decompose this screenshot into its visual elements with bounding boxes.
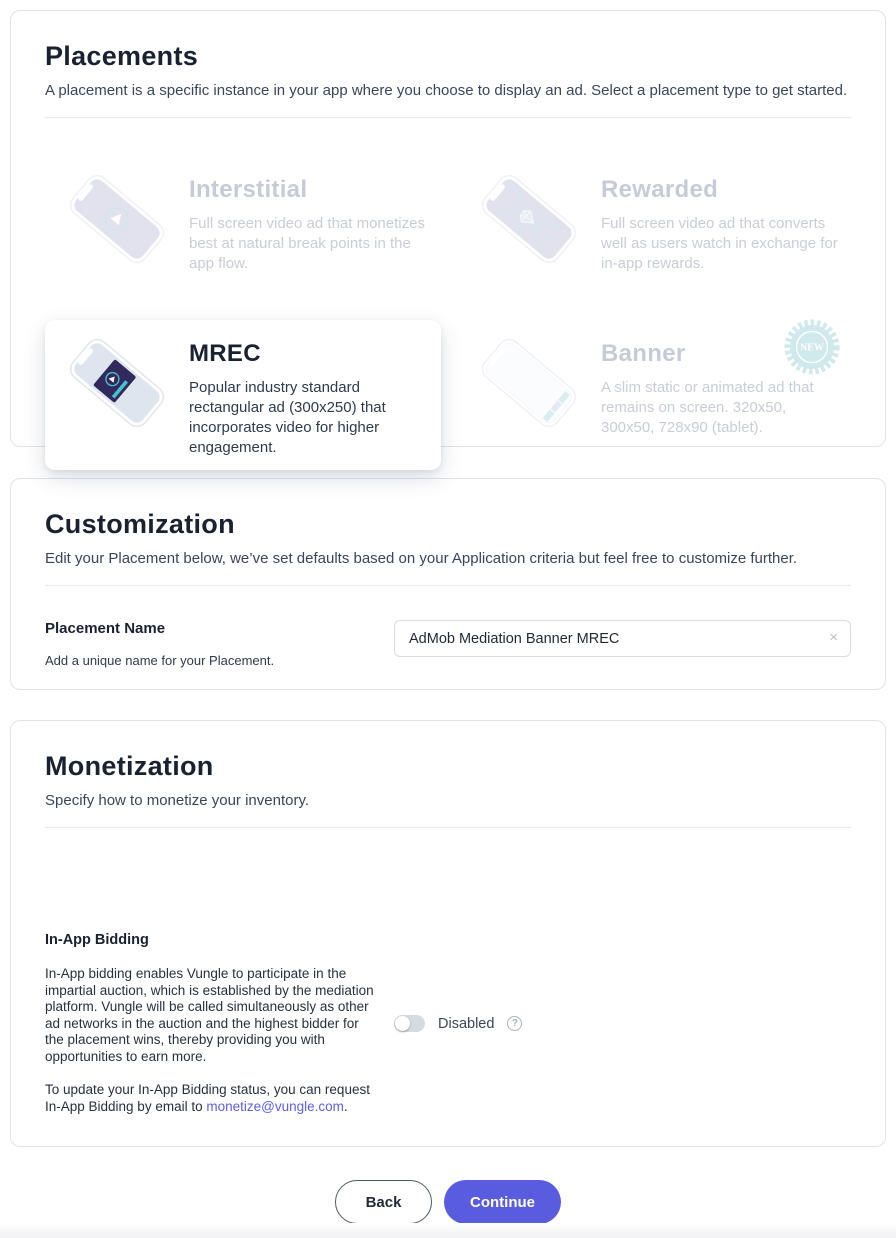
customization-section [10, 478, 886, 690]
placement-name-helper: Add a unique name for your Placement. [45, 653, 275, 668]
placement-type-grid [45, 156, 851, 470]
placement-type-interstitial[interactable] [45, 156, 441, 286]
banner-phone-icon [469, 332, 589, 434]
placement-type-name: MREC [189, 340, 261, 367]
in-app-bidding-description: In-App bidding enables Vungle to participate in the impartial auction, which is established by the mediation platform. Vungle will be called simultaneously as other ad networks in the auction and the highest bidder for the placement wins, thereby providing you with opportunities to earn more. [45, 966, 374, 1064]
in-app-bidding-control [394, 932, 522, 1115]
in-app-bidding-update-note [45, 1082, 381, 1115]
placement-name-input[interactable] [394, 620, 851, 657]
toggle-knob [395, 1016, 410, 1031]
in-app-bidding-toggle[interactable] [394, 1015, 425, 1032]
svg-text:NEW: NEW [800, 342, 824, 354]
placement-type-description: Full screen video ad that converts well as users watch in exchange for in-app rewards. [601, 215, 838, 272]
placement-type-name: Banner [601, 340, 686, 367]
back-button[interactable]: Back [335, 1180, 432, 1224]
customization-title: Customization [45, 509, 235, 539]
placement-type-description: Popular industry standard rectangular ad (300x250) that incorporates video for higher engagement. [189, 379, 386, 456]
new-badge-icon [783, 318, 841, 376]
placement-type-banner[interactable] [457, 320, 853, 470]
placements-divider [45, 117, 851, 118]
placement-name-row [45, 620, 851, 668]
monetization-divider [45, 827, 851, 828]
placements-section [10, 10, 886, 456]
in-app-bidding-row [45, 932, 851, 1115]
monetize-email-link[interactable]: monetize@vungle.com [206, 1098, 344, 1114]
mrec-phone-icon [57, 332, 177, 434]
monetization-section [10, 720, 886, 1147]
placement-name-label: Placement Name [45, 620, 166, 637]
placements-title: Placements [45, 41, 199, 71]
customization-description: Edit your Placement below, we’ve set defaults based on your Application criteria but feel free to customize further. [45, 550, 798, 567]
interstitial-phone-icon [57, 168, 177, 270]
customization-divider [45, 585, 851, 586]
help-icon[interactable]: ? [507, 1016, 522, 1031]
monetization-description: Specify how to monetize your inventory. [45, 792, 310, 809]
in-app-bidding-label: In-App Bidding [45, 932, 149, 948]
in-app-bidding-status: Disabled [438, 1015, 495, 1032]
rewarded-phone-icon [469, 168, 589, 270]
continue-button[interactable]: Continue [444, 1180, 561, 1224]
placements-description: A placement is a specific instance in your app where you choose to display an ad. Select a placement type to get started. [45, 82, 848, 99]
update-note-period: . [343, 1098, 348, 1114]
bottom-fade [0, 1223, 896, 1238]
monetization-title: Monetization [45, 751, 214, 781]
footer-actions [10, 1180, 886, 1224]
placement-type-description: A slim static or animated ad that remains on screen. 320x50, 300x50, 728x90 (tablet). [601, 379, 814, 436]
clear-input-icon[interactable]: × [829, 629, 838, 646]
update-note-text: To update your In-App Bidding status, you can request In-App Bidding by email to [45, 1082, 370, 1114]
placement-type-rewarded[interactable] [457, 156, 853, 286]
placement-type-name: Rewarded [601, 176, 719, 203]
placement-type-name: Interstitial [189, 176, 308, 203]
placement-type-description: Full screen video ad that monetizes best at natural break points in the app flow. [189, 215, 425, 272]
placement-type-mrec[interactable] [45, 320, 441, 470]
